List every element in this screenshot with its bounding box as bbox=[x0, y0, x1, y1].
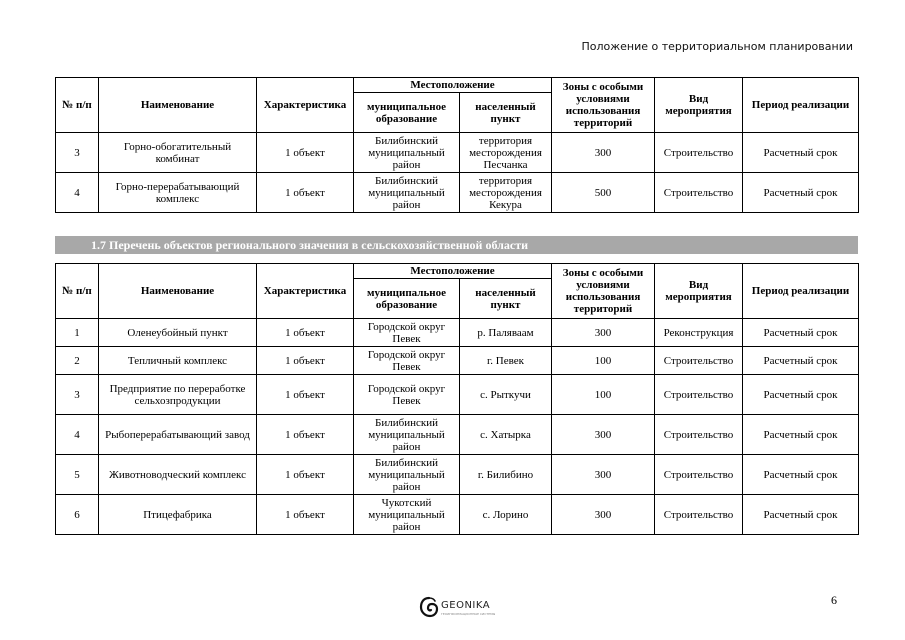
col-num-header: № п/п bbox=[56, 78, 99, 133]
cell-zones: 300 bbox=[552, 319, 655, 347]
cell-name: Птицефабрика bbox=[99, 495, 257, 535]
cell-num: 6 bbox=[56, 495, 99, 535]
cell-name: Животноводческий комплекс bbox=[99, 455, 257, 495]
col-name-header: Наименование bbox=[99, 78, 257, 133]
cell-characteristic: 1 объект bbox=[257, 455, 354, 495]
cell-municipality: Чукотский муниципальный район bbox=[354, 495, 460, 535]
cell-municipality: Билибинский муниципальный район bbox=[354, 173, 460, 213]
cell-activity: Строительство bbox=[655, 455, 743, 495]
cell-characteristic: 1 объект bbox=[257, 495, 354, 535]
table-row bbox=[56, 173, 859, 213]
page-number: 6 bbox=[831, 593, 837, 607]
cell-municipality: Городской округ Певек bbox=[354, 375, 460, 415]
col-name-header: Наименование bbox=[99, 264, 257, 319]
cell-municipality: Билибинский муниципальный район bbox=[354, 133, 460, 173]
cell-num: 3 bbox=[56, 375, 99, 415]
cell-activity: Строительство bbox=[655, 347, 743, 375]
cell-municipality: Билибинский муниципальный район bbox=[354, 415, 460, 455]
cell-activity: Строительство bbox=[655, 133, 743, 173]
col-characteristic-header: Характеристика bbox=[257, 78, 354, 133]
cell-settlement: г. Билибино bbox=[460, 455, 552, 495]
cell-characteristic: 1 объект bbox=[257, 319, 354, 347]
col-characteristic-header: Характеристика bbox=[257, 264, 354, 319]
cell-settlement: г. Певек bbox=[460, 347, 552, 375]
col-zones-header: Зоны с особыми условиями использования территорий bbox=[552, 78, 655, 133]
col-zones-header: Зоны с особыми условиями использования территорий bbox=[552, 264, 655, 319]
cell-period: Расчетный срок bbox=[743, 319, 859, 347]
cell-name: Предприятие по переработке сельхозпродукции bbox=[99, 375, 257, 415]
cell-characteristic: 1 объект bbox=[257, 173, 354, 213]
cell-municipality: Городской округ Певек bbox=[354, 347, 460, 375]
cell-period: Расчетный срок bbox=[743, 347, 859, 375]
cell-name: Горно-перерабатывающий комплекс bbox=[99, 173, 257, 213]
logo-text: GEONIKA bbox=[441, 600, 491, 611]
cell-activity: Строительство bbox=[655, 415, 743, 455]
col-activity-header: Вид мероприятия bbox=[655, 264, 743, 319]
table-row bbox=[56, 455, 859, 495]
col-period-header: Период реализации bbox=[743, 78, 859, 133]
cell-activity: Строительство bbox=[655, 173, 743, 213]
cell-num: 4 bbox=[56, 173, 99, 213]
table-row bbox=[56, 347, 859, 375]
cell-zones: 300 bbox=[552, 495, 655, 535]
cell-num: 4 bbox=[56, 415, 99, 455]
cell-num: 1 bbox=[56, 319, 99, 347]
cell-characteristic: 1 объект bbox=[257, 133, 354, 173]
col-period-header: Период реализации bbox=[743, 264, 859, 319]
agricultural-objects-table bbox=[55, 263, 859, 535]
col-municipality-header: муниципальное образование bbox=[354, 279, 460, 319]
cell-activity: Строительство bbox=[655, 495, 743, 535]
col-municipality-header: муниципальное образование bbox=[354, 93, 460, 133]
cell-activity: Реконструкция bbox=[655, 319, 743, 347]
cell-settlement: с. Рыткучи bbox=[460, 375, 552, 415]
cell-zones: 100 bbox=[552, 375, 655, 415]
cell-zones: 100 bbox=[552, 347, 655, 375]
col-settlement-header: населенный пункт bbox=[460, 279, 552, 319]
section-title-bar: 1.7 Перечень объектов регионального значения в сельскохозяйственной области bbox=[55, 236, 858, 254]
cell-name: Тепличный комплекс bbox=[99, 347, 257, 375]
cell-period: Расчетный срок bbox=[743, 455, 859, 495]
cell-settlement: с. Хатырка bbox=[460, 415, 552, 455]
cell-characteristic: 1 объект bbox=[257, 375, 354, 415]
cell-settlement: р. Паляваам bbox=[460, 319, 552, 347]
table-row bbox=[56, 415, 859, 455]
col-location-header: Местоположение bbox=[354, 78, 552, 93]
cell-name: Рыбоперерабатывающий завод bbox=[99, 415, 257, 455]
geonika-logo bbox=[419, 596, 496, 622]
cell-zones: 300 bbox=[552, 415, 655, 455]
cell-characteristic: 1 объект bbox=[257, 347, 354, 375]
col-activity-header: Вид мероприятия bbox=[655, 78, 743, 133]
cell-municipality: Городской округ Певек bbox=[354, 319, 460, 347]
logo-subtitle: ГЕОИНФОРМАЦИОННЫЕ СИСТЕМЫ bbox=[441, 612, 496, 616]
cell-zones: 500 bbox=[552, 173, 655, 213]
table-row bbox=[56, 375, 859, 415]
cell-period: Расчетный срок bbox=[743, 495, 859, 535]
table-row bbox=[56, 319, 859, 347]
cell-period: Расчетный срок bbox=[743, 375, 859, 415]
cell-period: Расчетный срок bbox=[743, 133, 859, 173]
cell-num: 2 bbox=[56, 347, 99, 375]
col-location-header: Местоположение bbox=[354, 264, 552, 279]
cell-name: Оленеубойный пункт bbox=[99, 319, 257, 347]
cell-period: Расчетный срок bbox=[743, 415, 859, 455]
col-settlement-header: населенный пункт bbox=[460, 93, 552, 133]
cell-settlement: территория месторождения Кекура bbox=[460, 173, 552, 213]
cell-zones: 300 bbox=[552, 455, 655, 495]
col-num-header: № п/п bbox=[56, 264, 99, 319]
cell-settlement: территория месторождения Песчанка bbox=[460, 133, 552, 173]
cell-num: 5 bbox=[56, 455, 99, 495]
cell-name: Горно-обогатительный комбинат bbox=[99, 133, 257, 173]
table-row bbox=[56, 133, 859, 173]
cell-settlement: с. Лорино bbox=[460, 495, 552, 535]
cell-num: 3 bbox=[56, 133, 99, 173]
document-header-title: Положение о территориальном планировании bbox=[581, 40, 853, 53]
cell-zones: 300 bbox=[552, 133, 655, 173]
geonika-swirl-icon bbox=[419, 596, 439, 618]
objects-table-continued bbox=[55, 77, 859, 213]
cell-period: Расчетный срок bbox=[743, 173, 859, 213]
cell-characteristic: 1 объект bbox=[257, 415, 354, 455]
cell-municipality: Билибинский муниципальный район bbox=[354, 455, 460, 495]
cell-activity: Строительство bbox=[655, 375, 743, 415]
table-row bbox=[56, 495, 859, 535]
